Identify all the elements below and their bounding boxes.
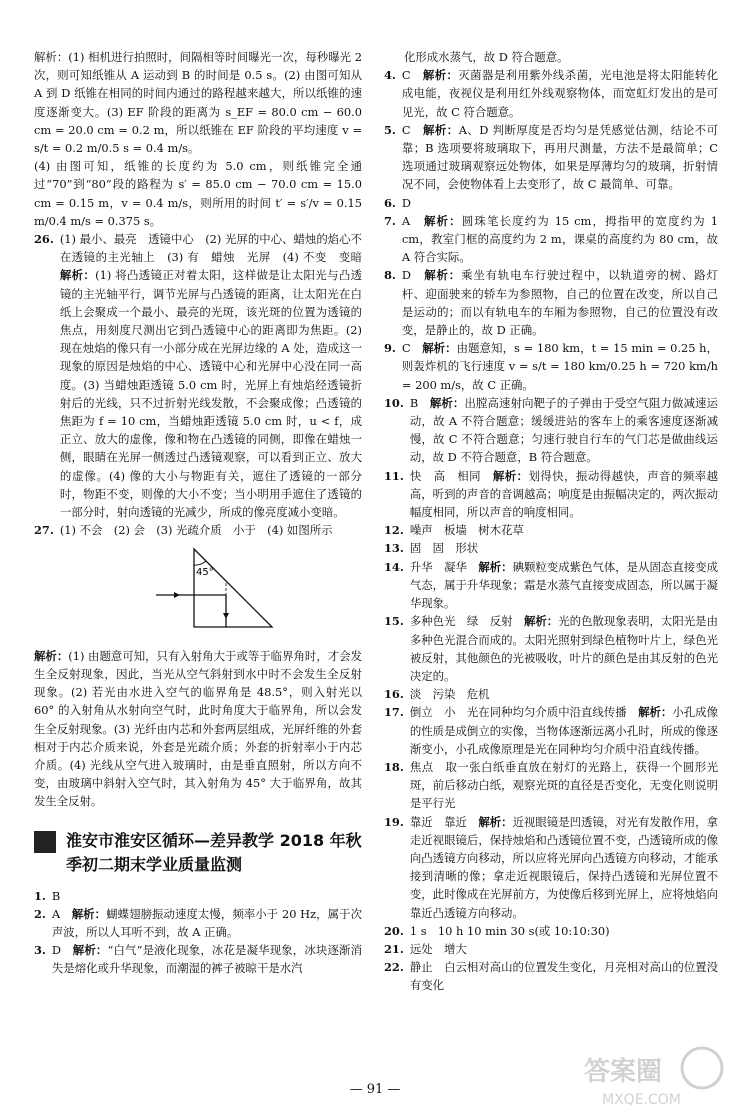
answer-item [384, 266, 718, 339]
item-answer: B [409, 395, 419, 410]
angle-arc [194, 561, 206, 565]
item-number: 10. [384, 395, 404, 410]
answer-item [384, 539, 718, 557]
item-number: 7. [384, 213, 396, 228]
item-answer: 快 高 相同 [409, 468, 482, 483]
answer-item [384, 703, 718, 758]
item-number: 9. [384, 341, 396, 356]
item-analysis: 乘坐有轨电车行驶过程中，以轨道旁的树、路灯杆、迎面驶来的轿车为参照物，自己的位置在改变，所以自己是运动的；而以有轨电车的车厢为参照物，自己的位置没有改变，是静止的，故 D 正确。 [401, 268, 718, 338]
item-answer: C [401, 341, 411, 356]
item-analysis-label: 解析： [423, 213, 462, 228]
item-answer: A [401, 213, 411, 228]
item-answer: 静止 白云相对高山的位置发生变化，月亮相对高山的位置没有变化 [409, 960, 718, 993]
s2-number: 2. [34, 906, 46, 921]
s2-label: 解析： [71, 906, 107, 921]
section-square-icon [34, 831, 56, 853]
item-analysis-label: 解析： [422, 341, 457, 356]
item-number: 15. [384, 614, 404, 629]
item-analysis: 小孔成像的性质是成倒立的实像，当物体逐渐远离小孔时，所成的像逐渐变小，小孔成像原理是光在同种均匀介质中沿直线传播。 [409, 705, 718, 756]
item-answer: D [401, 195, 412, 210]
item-answer: 多种色光 绿 反射 [409, 614, 513, 629]
item-number: 5. [384, 122, 396, 137]
item-answer: 升华 凝华 [409, 559, 467, 574]
item-answer: C [401, 68, 411, 83]
item-number: 21. [384, 941, 404, 956]
item-analysis-label: 解析： [638, 705, 673, 720]
s3-number: 3. [34, 943, 46, 958]
q27-analysis: (1) 由题意可知，只有入射角大于或等于临界角时，才会发生全反射现象，因此，当光从空气斜射到水中时不会发生全反射现象。(2) 若光由水进入空气的临界角是 48.5°，则入射光以 60° 的入射角从水射向空气时，此时角度大于临界角，所以会发生全反射现象。(3) 光纤由内芯和外套两层组成，光屏纤维的外套相对于内芯介质来说，外套是光疏介质；外套的折射率小于内芯介质。(4) 光线从空气进入玻璃时，由是垂直照射，所以方向不变，由玻璃中斜射入空气时，其入射角为 45° 大于临界角，故其发生全反射。 [34, 648, 362, 809]
q27-analysis-block [34, 647, 362, 811]
item-answer: 远处 增大 [409, 941, 467, 956]
angle-label: 45° [196, 567, 214, 579]
item-number: 8. [384, 268, 396, 283]
answer-item [384, 467, 718, 522]
item-answer: 倒立 小 光在同种均匀介质中沿直线传播 [409, 705, 627, 720]
answer-item [384, 212, 718, 267]
answer-item [384, 940, 718, 958]
item-analysis: 灭菌器是利用紫外线杀菌，光电池是将太阳能转化成电能，夜视仪是利用红外线观察物体，而宽虹灯发出的是可见光，故 C 符合题意。 [401, 68, 718, 119]
item-analysis-label: 解析： [422, 68, 459, 83]
q26 [34, 230, 362, 521]
item-analysis: 近视眼镜是凹透镜，对光有发散作用，拿走近视眼镜后，保持烛焰和凸透镜位置不变，凸透镜所成的像向凸透镜方向移动，所以应将光屏向凸透镜方向移动，才能承接到清晰的像；拿走近视眼镜后，保持凸透镜和光屏位置不变，此时像成在光屏前方，为使像后移到光屏上，应将烛焰向靠近凸透镜方向移动。 [409, 814, 718, 920]
svg-text:MXQE.COM: MXQE.COM [602, 1092, 681, 1108]
answer-item [384, 394, 718, 467]
item-analysis-label: 解析： [423, 122, 459, 137]
q27 [34, 521, 362, 539]
item-number: 6. [384, 195, 396, 210]
item-number: 18. [384, 759, 404, 774]
item-number: 19. [384, 814, 404, 829]
answer-item [384, 685, 718, 703]
answer-item [384, 521, 718, 539]
s1-answer: B [51, 888, 61, 903]
item-answer: D [401, 268, 412, 283]
item-number: 13. [384, 541, 404, 556]
item-number: 14. [384, 559, 404, 574]
s3-analysis: “白气”是液化现象，冰花是凝华现象，冰块逐渐消失是熔化或升华现象，而潮湿的裤子被晾干是水汽 [51, 943, 362, 976]
q27-answer: (1) 不会 (2) 会 (3) 光疏介质 小于 (4) 如图所示 [59, 523, 333, 538]
q27-label: 解析： [34, 648, 69, 663]
item-analysis-label: 解析： [478, 559, 513, 574]
item-answer: 焦点 取一张白纸垂直放在射灯的光路上，获得一个圆形光斑，前后移动白纸，观察光斑的直径是否变化，无变化则说明是平行光 [409, 759, 718, 811]
item-analysis-label: 解析： [492, 468, 529, 483]
s1 [34, 887, 362, 905]
item-answer: 噪声 板墙 树木花草 [409, 523, 524, 538]
ray-arrow-2 [223, 613, 229, 619]
item-analysis-label: 解析： [478, 814, 513, 829]
q26-label: 解析： [59, 268, 96, 283]
answer-item [384, 339, 718, 394]
svg-text:答案圈: 答案圈 [584, 1057, 663, 1087]
s2-answer: A [51, 906, 61, 921]
q26-number: 26. [34, 232, 54, 247]
item-analysis-label: 解析： [424, 268, 462, 283]
item-number: 12. [384, 523, 404, 538]
answer-item [384, 66, 718, 121]
item-number: 4. [384, 68, 396, 83]
section-title: 淮安市淮安区循环—差异教学 2018 年秋季初二期末学业质量监测 [66, 830, 362, 874]
s3-answer: D [51, 943, 62, 958]
answer-item [384, 612, 718, 685]
item-answer: 靠近 靠近 [409, 814, 467, 829]
left-column [34, 48, 362, 978]
item-number: 20. [384, 923, 404, 938]
item-number: 17. [384, 705, 404, 720]
item-analysis: 光的色散现象表明，太阳光是由多种色光混合而成的。太阳光照射到绿色植物叶片上，绿色光被反射，其他颜色的光被吸收，叶片的颜色是由其反射的色光决定的。 [409, 614, 718, 683]
right-column [384, 48, 718, 995]
item-number: 16. [384, 687, 404, 702]
s2 [34, 905, 362, 941]
answer-list [384, 66, 718, 994]
q27-number: 27. [34, 523, 54, 538]
item-answer: 固 固 形状 [409, 541, 479, 556]
item-number: 11. [384, 468, 404, 483]
q25-analysis-part1: 解析：(1) 相机进行拍照时，间隔相等时间曝光一次，每秒曝光 2 次，则可知纸锥从 A 运动到 B 的时间是 0.5 s。(2) 由图可知从 A 到 D 纸锥在相同的时间内通过的路程越来越大，所以纸锥的速度逐渐变大。(3) EF 阶段的距离为 s_EF = 80.0 cm − 60.0 cm = 20.0 cm = 0.2 m，所以纸锥在 EF 阶段的平均速度 v = s/t = 0.2 m/0.5 s = 0.4 m/s。 [34, 50, 362, 156]
item-analysis: 由题意知，s = 180 km，t = 15 min = 0.25 h，则轰炸机的飞行速度 v = s/t = 180 km/0.25 h = 720 km/h = 200 m/s，故 C 正确。 [401, 341, 718, 392]
item-analysis: 圆珠笔长度约为 15 cm，拇指甲的宽度约为 1 cm，教室门框的高度约为 2 m，课桌的高度约为 80 cm，故 A 符合实际。 [401, 213, 718, 265]
s1-number: 1. [34, 888, 46, 903]
answer-item [384, 121, 718, 194]
page-number: — 91 — [349, 1082, 401, 1097]
item-analysis-label: 解析： [523, 614, 559, 629]
s3-analysis-cont: 化形成水蒸气，故 D 符合题意。 [404, 50, 569, 64]
answer-item [384, 958, 718, 994]
item-number: 22. [384, 960, 404, 975]
item-analysis: 划得快，振动得越快，声音的频率越高，听到的声音的音调越高；响度是由振幅决定的，两次振动幅度相同，所以声音的响度相同。 [409, 468, 718, 520]
q25-analysis-part2: (4) 由图可知，纸锥的长度约为 5.0 cm，则纸锥完全通过“70”到“80”段的路程为 s′ = 85.0 cm − 70.0 cm = 15.0 cm = 0.15 m，v = 0.4 m/s，则所用的时间 t′ = s′/v = 0.15 m/0.4 m/s = 0.375 s。 [34, 159, 362, 228]
q26-analysis: (1) 将凸透镜正对着太阳，这样做是让太阳光与凸透镜的主光轴平行，调节光屏与凸透镜的距离，让太阳光在白纸上会聚成一个最小、最亮的光斑，该光斑的位置为透镜的焦点，用刻度尺测出它到凸透镜中心的距离即为焦距。(2) 现在烛焰的像只有一小部分成在光屏边缘的 A 处，造成这一现象的原因是烛焰的中心、透镜中心和光屏中心没在同一高度。(3) 当蜡烛距透镜 5.0 cm 时，光屏上有烛焰经透镜折射后的光线，只不过折射光线发散，不会聚成像；凸透镜的焦距为 f = 10 cm，当蜡烛距透镜 5.0 cm 时，u < f，成正立、放大的虚像，像和物在凸透镜的同侧，即像在蜡烛一侧，眼睛在光屏一侧透过凸透镜观察，可以看到正立、放大的虚像。(4) 像的大小与物距有关，遮住了透镜的一部分时，物距不变，则像的大小不变；当小明用手遮住了透镜的一部分时，射向透镜的光减少，所成的像亮度减小变暗。 [59, 268, 362, 520]
item-analysis: 出膛高速射向靶子的子弹由于受空气阻力做减速运动，故 A 不符合题意；缓缓进站的客车上的乘客速度逐渐减慢，故 C 不符合题意；匀速行驶自行车的气门芯是做曲线运动，故 D 不符合题意，B 符合题意。 [409, 395, 718, 465]
answer-item [384, 758, 718, 813]
s2-analysis: 蝴蝶翅膀振动速度太慢，频率小于 20 Hz，属于次声波，所以人耳听不到，故 A 正确。 [51, 906, 362, 939]
answer-item [384, 813, 718, 922]
item-answer: 淡 污染 危机 [409, 687, 490, 702]
item-analysis: 碘颗粒变成紫色气体，是从固态直接变成气态，属于升华现象；霜是水蒸气直接变成固态，所以属于凝华现象。 [409, 559, 718, 611]
ray-arrow-1 [174, 592, 180, 598]
prism-ray-diagram [154, 543, 284, 635]
section-header [34, 829, 362, 877]
answer-item [384, 922, 718, 940]
item-answer: 1 s 10 h 10 min 30 s(或 10:10:30) [409, 923, 610, 938]
s3 [34, 941, 362, 977]
answer-item [384, 194, 718, 212]
item-analysis-label: 解析： [429, 395, 465, 410]
item-analysis: A、D 判断厚度是否均匀是凭感觉估测，结论不可靠；B 选项要将玻璃取下，再用尺测量，方法不是最简单；C 选项通过玻璃观察远处物体，如果是厚薄均匀的玻璃，折射情况不同，会使物体看上去变形了，故 C 最简单、可靠。 [401, 122, 718, 192]
s3-label: 解析： [72, 943, 108, 958]
watermark-logo [582, 1040, 732, 1110]
answer-item [384, 558, 718, 613]
item-answer: C [401, 122, 411, 137]
q26-answer: (1) 最小、最亮 透镜中心 (2) 光屏的中心、蜡烛的焰心不在透镜的主光轴上 (3) 有 蜡烛 光屏 (4) 不变 变暗 [59, 232, 362, 265]
